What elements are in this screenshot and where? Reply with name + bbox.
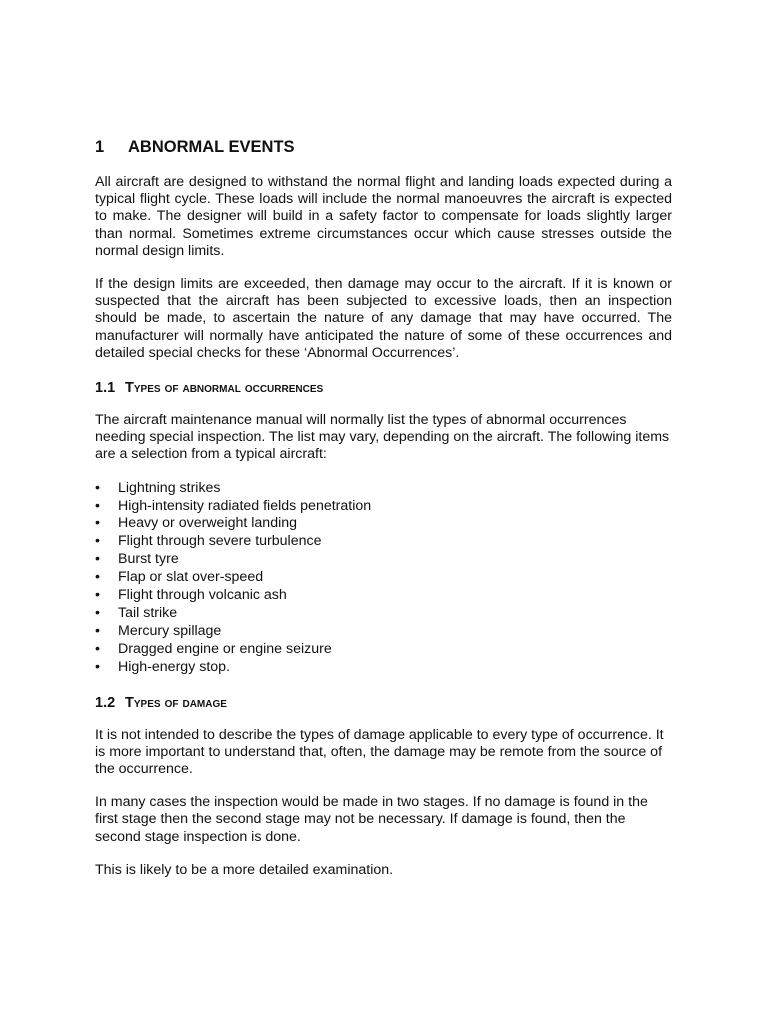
document-page [95, 136, 672, 895]
list-item: • Heavy or overweight landing [95, 515, 672, 533]
list-item: • Burst tyre [95, 551, 672, 569]
section-1-number: 1 [95, 138, 105, 156]
section-1-1-heading [95, 378, 672, 398]
section-1-2-heading [95, 693, 672, 713]
section-1-heading [95, 136, 672, 158]
list-item: • Mercury spillage [95, 623, 672, 641]
section-1-1-paragraph: The aircraft maintenance manual will normally list the types of abnormal occurrences needing special inspection. The list may vary, depending on the aircraft. The following items are a selection from a typical aircraft: [95, 412, 670, 463]
list-item: • Dragged engine or engine seizure [95, 641, 672, 659]
occurrence-list [95, 480, 672, 677]
list-item: • High-energy stop. [95, 659, 672, 677]
section-1-2-title: Types of damage [125, 694, 227, 711]
section-1-2-paragraph-1: It is not intended to describe the types of damage applicable to every type of occurrence. It is more important to understand that, often, the damage may be remote from the source of the occurrence. [95, 726, 664, 778]
list-item: • Lightning strikes [95, 480, 672, 498]
list-item: • High-intensity radiated fields penetration [95, 498, 672, 516]
section-1-1-title: Types of abnormal occurrences [125, 380, 324, 397]
section-1-title: ABNORMAL EVENTS [128, 138, 295, 156]
list-item: • Flight through volcanic ash [95, 587, 672, 605]
section-1-2-paragraph-2: In many cases the inspection would be made in two stages. If no damage is found in the first stage then the second stage may not be necessary. If damage is found, then the second stage inspection is done. [95, 794, 648, 845]
section-1-2-paragraph-3: This is likely to be a more detailed examination. [95, 861, 394, 878]
section-1-1-number: 1.1 [95, 380, 116, 397]
list-item: • Flap or slat over-speed [95, 569, 672, 587]
list-item: • Flight through severe turbulence [95, 533, 672, 551]
section-1-paragraph-1: All aircraft are designed to withstand the normal flight and landing loads expected during a typical flight cycle. These loads will include the normal manoeuvres the aircraft is expected to make. The designer will build in a safety factor to compensate for loads slightly larger than normal. Sometimes extreme circumstances occur which cause stresses outside the normal design limits. [95, 174, 672, 259]
section-1-paragraph-2: If the design limits are exceeded, then damage may occur to the aircraft. If it is known or suspected that the aircraft has been subjected to excessive loads, then an inspection should be made, to ascertain the nature of any damage that may have occurred. The manufacturer will normally have anticipated the nature of some of these occurrences and detailed special checks for these ‘Abnormal Occurrences’. [95, 276, 672, 361]
list-item: • Tail strike [95, 605, 672, 623]
section-1-2-number: 1.2 [95, 694, 116, 711]
